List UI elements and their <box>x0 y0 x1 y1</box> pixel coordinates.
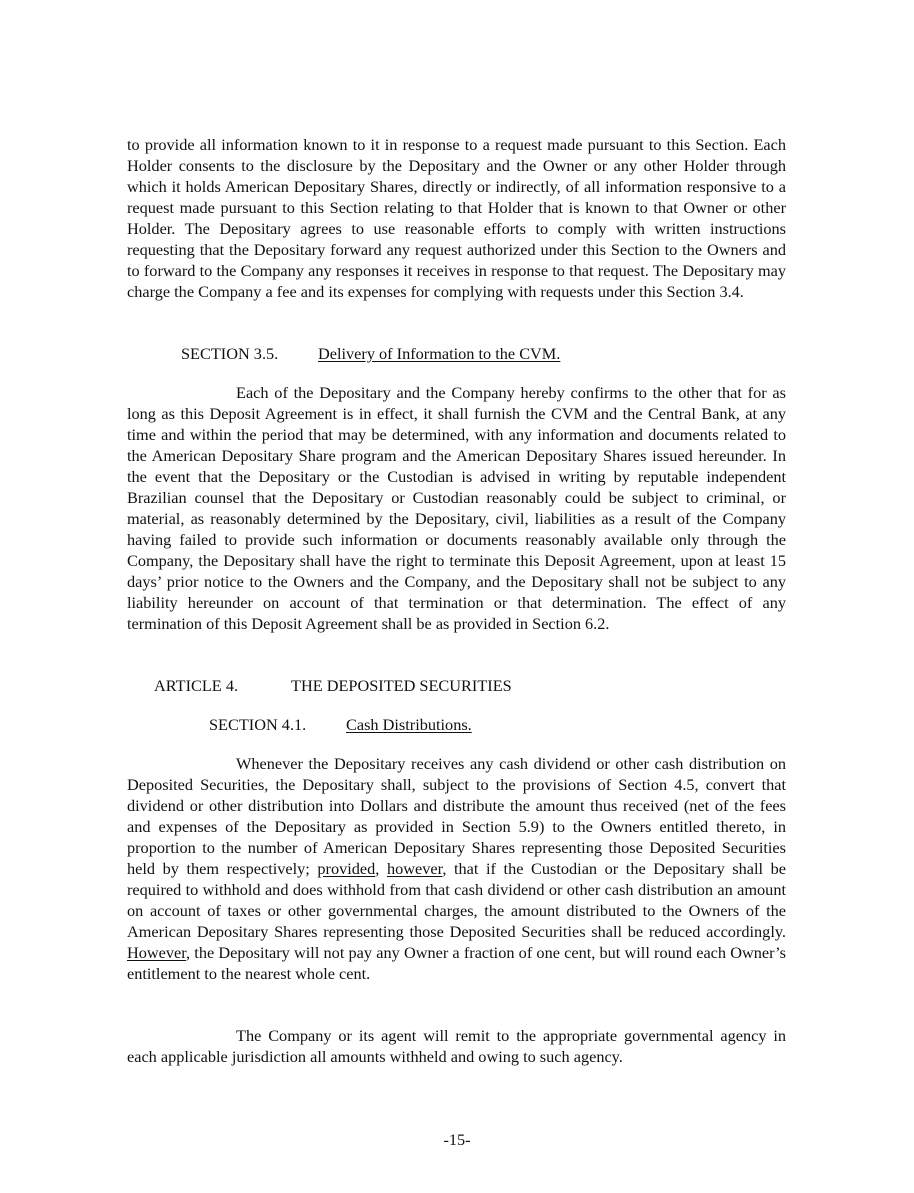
however-term: however <box>386 859 443 878</box>
article-4-title: THE DEPOSITED SECURITIES <box>291 676 512 695</box>
article-4-number: ARTICLE 4. <box>154 676 239 695</box>
page-number: -15- <box>443 1130 471 1149</box>
body-text-b: , that if the Custodian or the Depositary shall be required to withhold and does withhold from that cash dividend or other cash distribution an amount on account of taxes or other governmental charges, the amount distributed to the Owners of the American Depositary Shares representing those Deposited Securities shall be reduced accordingly. <box>127 859 787 941</box>
provided-term: provided <box>317 859 376 878</box>
comma-text: , <box>375 859 387 878</box>
body-text-a: Whenever the Depositary receives any cash dividend or other cash distribution on Deposited Securities, the Depositary shall, subject to the provisions of Section 4.5, convert that dividend or other distribution into Dollars and distribute the amount thus received (net of the fees and expenses of the Depositary as provided in Section 5.9) to the Owners entitled thereto, in proportion to the number of American Depositary Shares representing those Deposited Securities held by them respectively; <box>127 754 786 878</box>
section-4-1-body <box>127 753 786 984</box>
body-text-c: , the Depositary will not pay any Owner a fraction of one cent, but will round each Owner’s entitlement to the nearest whole cent. <box>127 943 786 983</box>
section-3-5-body: Each of the Depositary and the Company hereby confirms to the other that for as long as this Deposit Agreement is in effect, it shall furnish the CVM and the Central Bank, at any time and within the period that may be determined, with any information and documents related to the American Depositary Share program and the American Depositary Shares issued hereunder. In the event that the Depositary or the Custodian is advised in writing by reputable independent Brazilian counsel that the Depositary or Custodian reasonably could be subject to criminal, or material, as reasonably determined by the Depositary, civil, liabilities as a result of the Company having failed to provide such information or documents reasonably available only through the Company, the Depositary shall have the right to terminate this Deposit Agreement, upon at least 15 days’ prior notice to the Owners and the Company, and the Depositary shall not be subject to any liability hereunder on account of that termination or that determination. The effect of any termination of this Deposit Agreement shall be as provided in Section 6.2. <box>127 383 786 633</box>
section-4-1-title: Cash Distributions. <box>346 715 472 734</box>
section-4-1-number: SECTION 4.1. <box>209 715 307 734</box>
section-3-5-title: Delivery of Information to the CVM. <box>318 344 561 363</box>
article-4-heading <box>154 675 512 696</box>
section-3-5-number: SECTION 3.5. <box>181 344 279 363</box>
section-4-1-body-2: The Company or its agent will remit to the appropriate governmental agency in each applicable jurisdiction all amounts withheld and owing to such agency. <box>127 1026 786 1066</box>
section-4-1-heading <box>209 714 472 735</box>
section-3-5-heading <box>181 343 560 364</box>
paragraph-continuation: to provide all information known to it in response to a request made pursuant to this Section. Each Holder consents to the disclosure by the Depositary and the Owner or any other Holder through which it holds American Depositary Shares, directly or indirectly, of all information responsive to a request made pursuant to this Section relating to that Holder that is known to that Owner or other Holder. The Depositary agrees to use reasonable efforts to comply with written instructions requesting that the Depositary forward any request authorized under this Section to the Owners and to forward to the Company any responses it receives in response to that request. The Depositary may charge the Company a fee and its expenses for complying with requests under this Section 3.4. <box>127 135 786 301</box>
however-cap-term: However <box>127 943 187 962</box>
